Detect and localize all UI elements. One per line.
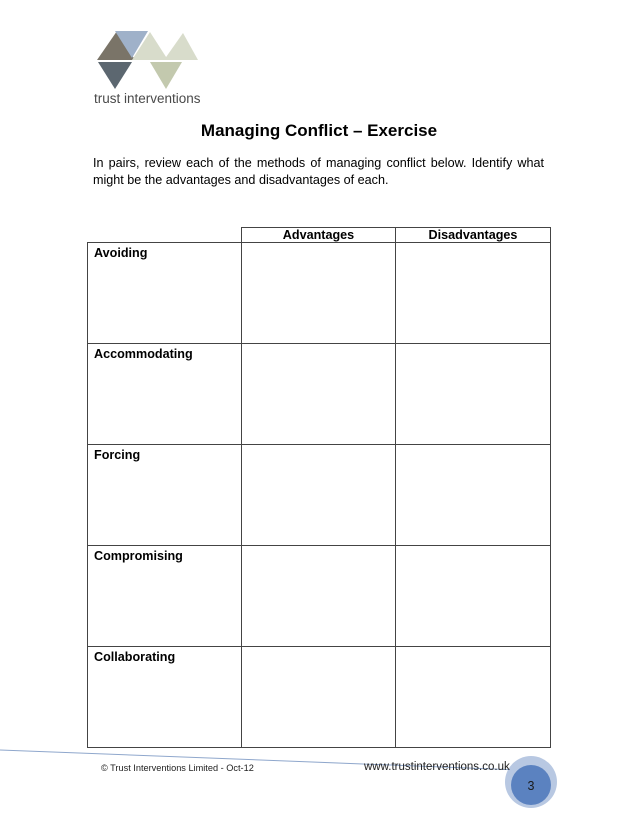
footer-decoration [0,735,638,826]
table-row [88,647,551,748]
table-row [88,546,551,647]
blank-header-cell [88,228,242,243]
collaborating-advantages-cell[interactable] [242,647,396,748]
intro-paragraph: In pairs, review each of the methods of managing conflict below. Identify what might be the advantages and disadvantages of each. [93,156,544,187]
page-number: 3 [527,779,535,793]
page-title: Managing Conflict – Exercise [200,121,438,140]
table-row [88,445,551,546]
avoiding-disadvantages-cell[interactable] [396,243,551,344]
forcing-disadvantages-cell[interactable] [396,445,551,546]
footer-copyright: © Trust Interventions Limited - Oct-12 [101,763,254,773]
accommodating-advantages-cell[interactable] [242,344,396,445]
collaborating-disadvantages-cell[interactable] [396,647,551,748]
logo-text: trust interventions [94,91,201,106]
row-label-forcing: Forcing [88,445,242,546]
table-header-row [88,228,551,243]
footer-website[interactable]: www.trustinterventions.co.uk [364,761,510,773]
avoiding-advantages-cell[interactable] [242,243,396,344]
compromising-advantages-cell[interactable] [242,546,396,647]
forcing-advantages-cell[interactable] [242,445,396,546]
row-label-avoiding: Avoiding [88,243,242,344]
table-row [88,243,551,344]
advantages-header: Advantages [242,228,396,243]
compromising-disadvantages-cell[interactable] [396,546,551,647]
accommodating-disadvantages-cell[interactable] [396,344,551,445]
row-label-compromising: Compromising [88,546,242,647]
disadvantages-header: Disadvantages [396,228,551,243]
logo-triangles-icon [92,28,222,98]
conflict-methods-table [87,227,551,748]
table-row [88,344,551,445]
row-label-collaborating: Collaborating [88,647,242,748]
row-label-accommodating: Accommodating [88,344,242,445]
